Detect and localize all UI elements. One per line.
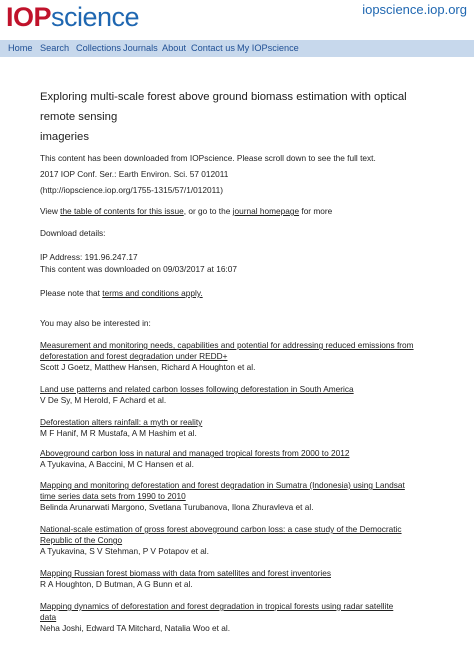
related-article-authors: Scott J Goetz, Matthew Hansen, Richard A Houghton et al.: [40, 362, 256, 372]
article-title: [40, 87, 430, 147]
related-article-authors: M F Hanif, M R Mustafa, A M Hashim et al.: [40, 428, 197, 438]
related-article-authors: Belinda Arunarwati Margono, Svetlana Turubanova, Ilona Zhuravleva et al.: [40, 502, 314, 512]
title-line-2: imageries: [40, 131, 89, 143]
related-article: [40, 480, 440, 513]
view-prefix: View: [40, 206, 61, 216]
related-article-title[interactable]: deforestation and forest degradation under REDD+: [40, 351, 228, 361]
related-article-title[interactable]: data: [40, 612, 57, 622]
nav-about[interactable]: About: [162, 43, 187, 53]
site-header: [0, 0, 474, 40]
site-url-link[interactable]: iopscience.iop.org: [362, 2, 467, 17]
iopscience-logo[interactable]: [6, 2, 139, 32]
related-article-title[interactable]: Mapping and monitoring deforestation and forest degradation in Sumatra (Indonesia) using Landsat: [40, 480, 405, 490]
downloaded-on: This content was downloaded on 09/03/2017 at 16:07: [40, 264, 237, 274]
related-article: [40, 417, 440, 439]
related-article-authors: A Tyukavina, S V Stehman, P V Potapov et al.: [40, 546, 209, 556]
related-article-title[interactable]: Deforestation alters rainfall: a myth or reality: [40, 417, 203, 427]
view-suffix: for more: [299, 206, 333, 216]
nav-collections[interactable]: Collections: [76, 43, 121, 53]
related-article-title[interactable]: Mapping dynamics of deforestation and forest degradation in tropical forests using radar satellite: [40, 601, 394, 611]
nav-journals[interactable]: Journals: [123, 43, 158, 53]
nav-bar: [0, 40, 474, 57]
nav-my-iopscience[interactable]: My IOPscience: [237, 43, 299, 53]
related-article: [40, 448, 440, 470]
view-line: [40, 206, 332, 217]
title-line-1: Exploring multi-scale forest above ground biomass estimation with optical remote sensing: [40, 91, 407, 123]
download-details-heading: Download details:: [40, 228, 106, 238]
terms-prefix: Please note that: [40, 288, 103, 298]
nav-search[interactable]: Search: [40, 43, 70, 53]
related-article-authors: V De Sy, M Herold, F Achard et al.: [40, 395, 167, 405]
related-article-title[interactable]: time series data sets from 1990 to 2010: [40, 491, 186, 501]
also-interested: You may also be interested in:: [40, 318, 151, 328]
nav-contact-us[interactable]: Contact us: [191, 43, 235, 53]
terms-link[interactable]: terms and conditions apply.: [102, 288, 203, 298]
related-article-authors: R A Houghton, D Butman, A G Bunn et al.: [40, 579, 193, 589]
related-article: [40, 524, 440, 557]
related-article: [40, 384, 440, 406]
related-article: [40, 601, 440, 634]
related-article-title[interactable]: Mapping Russian forest biomass with data from satellites and forest inventories: [40, 568, 331, 578]
logo-science: science: [51, 2, 140, 32]
terms-line: [40, 288, 203, 299]
related-article: [40, 568, 440, 590]
related-article-title[interactable]: National-scale estimation of gross forest aboveground carbon loss: a case study of the Democratic: [40, 524, 402, 534]
nav-home[interactable]: Home: [8, 43, 33, 53]
related-article-authors: A Tyukavina, A Baccini, M C Hansen et al.: [40, 459, 194, 469]
related-article-authors: Neha Joshi, Edward TA Mitchard, Natalia Woo et al.: [40, 623, 230, 633]
logo-iop: IOP: [6, 2, 52, 32]
related-article: [40, 340, 440, 373]
view-middle: , or go to the: [183, 206, 233, 216]
related-article-title[interactable]: Measurement and monitoring needs, capabilities and potential for addressing reduced emissions from: [40, 340, 414, 350]
doi-url: (http://iopscience.iop.org/1755-1315/57/1/012011): [40, 185, 223, 195]
related-article-title[interactable]: Aboveground carbon loss in natural and managed tropical forests from 2000 to 2012: [40, 448, 350, 458]
related-article-title[interactable]: Republic of the Congo: [40, 535, 123, 545]
download-note: This content has been downloaded from IOPscience. Please scroll down to see the full text.: [40, 153, 376, 163]
toc-link[interactable]: the table of contents for this issue: [60, 206, 184, 216]
ip-address: IP Address: 191.96.247.17: [40, 252, 138, 262]
journal-homepage-link[interactable]: journal homepage: [232, 206, 300, 216]
related-article-title[interactable]: Land use patterns and related carbon losses following deforestation in South America: [40, 384, 354, 394]
citation: 2017 IOP Conf. Ser.: Earth Environ. Sci. 57 012011: [40, 169, 229, 179]
